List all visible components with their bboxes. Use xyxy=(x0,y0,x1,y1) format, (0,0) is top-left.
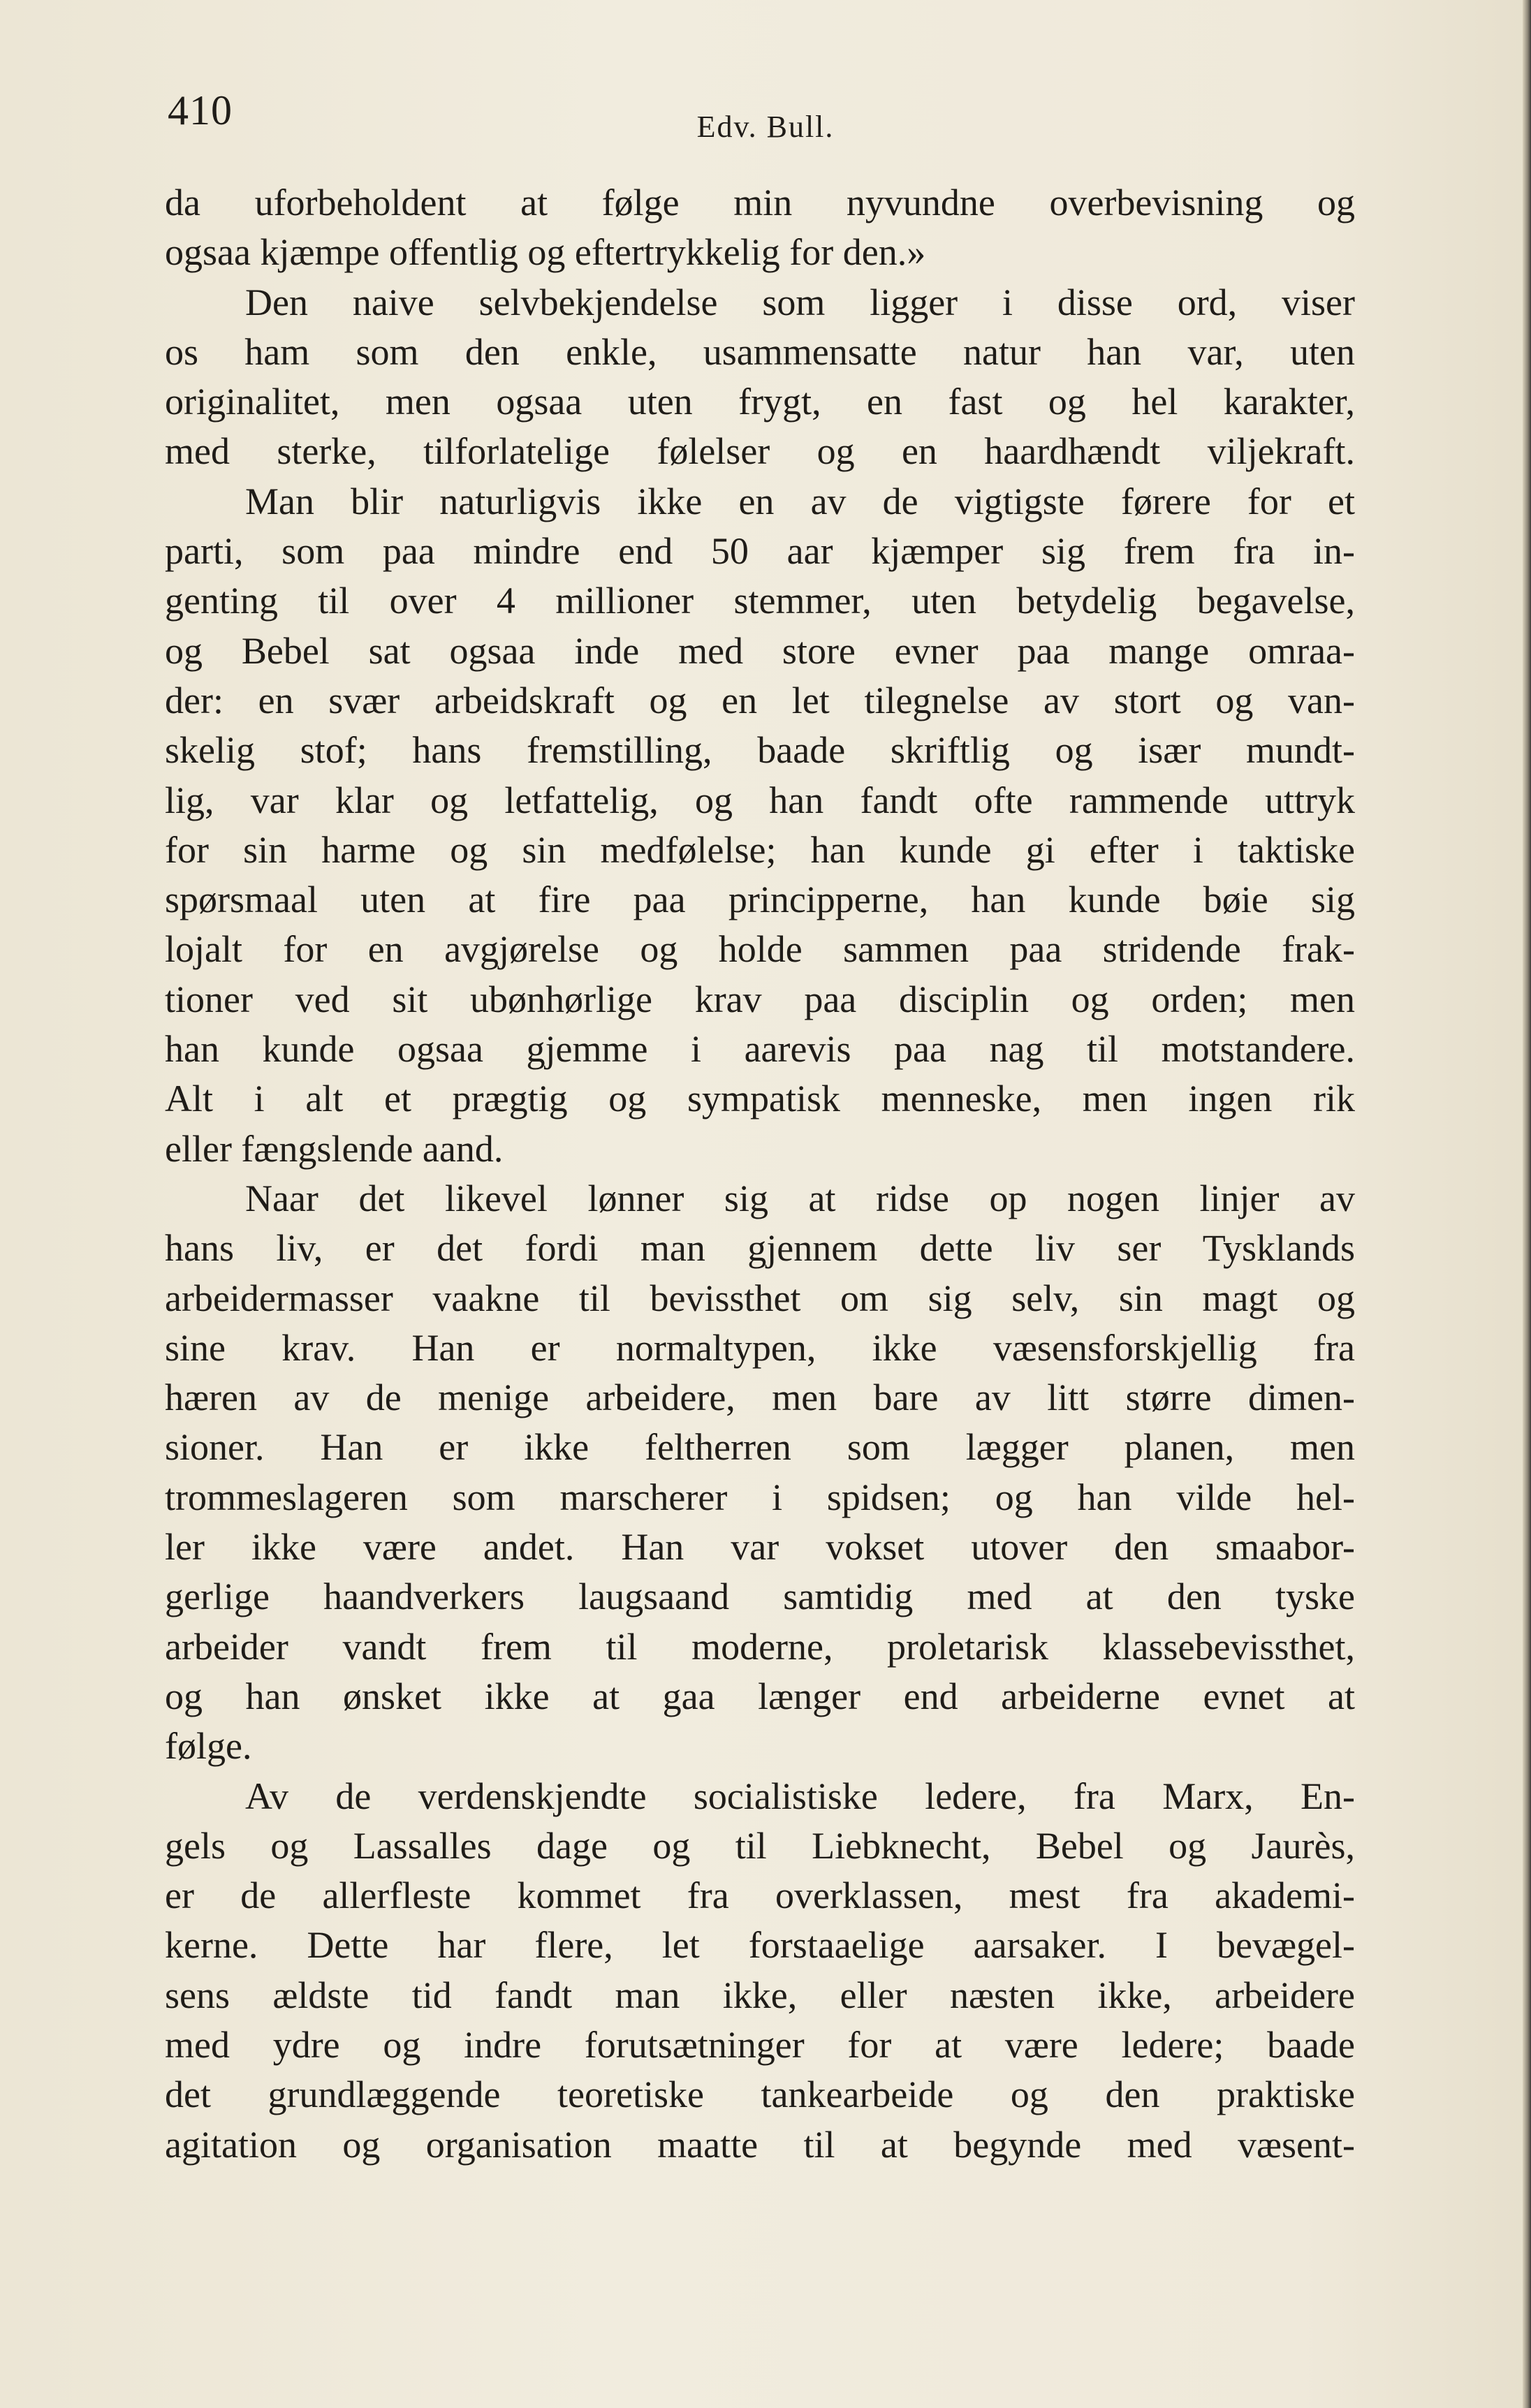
text-line: os ham som den enkle, usammensatte natur han var, uten xyxy=(165,330,1355,373)
text-line: er de allerfleste kommet fra overklassen, mest fra akademi- xyxy=(165,1874,1355,1917)
text-line: arbeider vandt frem til moderne, proletarisk klassebevissthet, xyxy=(165,1625,1355,1668)
text-line: med sterke, tilforlatelige følelser og en haardhændt viljekraft. xyxy=(165,430,1355,473)
text-line: med ydre og indre forutsætninger for at være ledere; baade xyxy=(165,2023,1355,2066)
text-line: Alt i alt et prægtig og sympatisk menneske, men ingen rik xyxy=(165,1078,1355,1120)
text-line: arbeidermasser vaakne til bevissthet om sig selv, sin magt og xyxy=(165,1277,1355,1319)
text-line: for sin harme og sin medfølelse; han kunde gi efter i taktiske xyxy=(165,828,1355,871)
text-line: det grundlæggende teoretiske tankearbeide og den praktiske xyxy=(165,2073,1355,2116)
text-line: originalitet, men ogsaa uten frygt, en fast og hel karakter, xyxy=(165,381,1355,423)
text-line: trommeslageren som marscherer i spidsen; og han vilde hel- xyxy=(165,1476,1355,1518)
text-line: sine krav. Han er normaltypen, ikke væsensforskjellig fra xyxy=(165,1326,1355,1369)
text-line: kerne. Dette har flere, let forstaaelige aarsaker. I bevægel- xyxy=(165,1924,1355,1967)
text-line: gels og Lassalles dage og til Liebknecht, Bebel og Jaurès, xyxy=(165,1824,1355,1867)
text-line: hans liv, er det fordi man gjennem dette liv ser Tysklands xyxy=(165,1227,1355,1270)
page-number: 410 xyxy=(168,87,233,133)
text-line: tioner ved sit ubønhørlige krav paa disciplin og orden; men xyxy=(165,978,1355,1020)
text-line: Naar det likevel lønner sig at ridse op nogen linjer av xyxy=(245,1177,1355,1219)
text-line: han kunde ogsaa gjemme i aarevis paa nag til motstandere. xyxy=(165,1028,1355,1071)
text-line: skelig stof; hans fremstilling, baade skriftlig og især mundt- xyxy=(165,729,1355,772)
body-text xyxy=(165,178,1355,2170)
text-line: lojalt for en avgjørelse og holde sammen paa stridende frak- xyxy=(165,928,1355,971)
text-line: eller fængslende aand. xyxy=(165,1127,504,1170)
text-line: sioner. Han er ikke feltherren som lægger planen, men xyxy=(165,1426,1355,1469)
text-line: sens ældste tid fandt man ikke, eller næsten ikke, arbeidere xyxy=(165,1974,1355,2016)
text-line: da uforbeholdent at følge min nyvundne overbevisning og xyxy=(165,182,1355,223)
text-line: Av de verdenskjendte socialistiske ledere, fra Marx, En- xyxy=(245,1775,1355,1817)
page-edge-shadow xyxy=(1523,0,1531,2408)
running-head: Edv. Bull. xyxy=(696,110,835,144)
text-line: ogsaa kjæmpe offentlig og eftertrykkelig for den.» xyxy=(165,231,926,274)
text-line: lig, var klar og letfattelig, og han fandt ofte rammende uttryk xyxy=(165,779,1355,821)
text-line: ler ikke være andet. Han var vokset utover den smaabor- xyxy=(165,1526,1355,1569)
text-line: parti, som paa mindre end 50 aar kjæmper sig frem fra in- xyxy=(165,530,1355,573)
text-line: der: en svær arbeidskraft og en let tilegnelse av stort og van- xyxy=(165,679,1355,721)
text-line: hæren av de menige arbeidere, men bare av litt større dimen- xyxy=(165,1376,1355,1419)
text-line: Man blir naturligvis ikke en av de vigtigste førere for et xyxy=(245,480,1355,522)
text-line: og Bebel sat ogsaa inde med store evner paa mange omraa- xyxy=(165,629,1355,672)
text-line: Den naive selvbekjendelse som ligger i disse ord, viser xyxy=(245,281,1355,323)
text-line: følge. xyxy=(165,1725,252,1768)
text-line: gerlige haandverkers laugsaand samtidig med at den tyske xyxy=(165,1576,1355,1618)
text-line: genting til over 4 millioner stemmer, uten betydelig begavelse, xyxy=(165,580,1355,622)
text-line: og han ønsket ikke at gaa længer end arbeiderne evnet at xyxy=(165,1675,1355,1717)
text-line: spørsmaal uten at fire paa principperne, han kunde bøie sig xyxy=(165,879,1355,921)
text-line: agitation og organisation maatte til at begynde med væsent- xyxy=(165,2123,1355,2166)
